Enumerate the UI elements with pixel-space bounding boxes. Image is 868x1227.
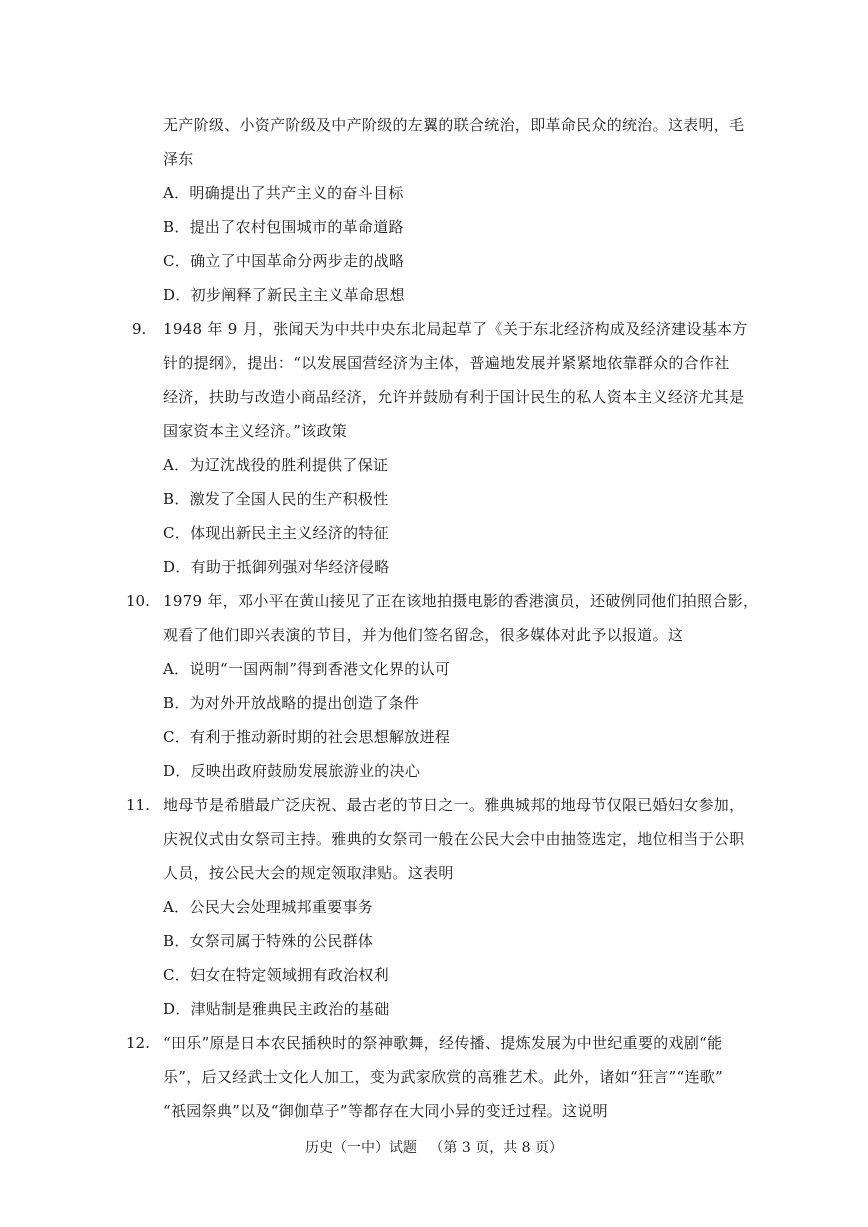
question-9-option-a: A．为辽沈战役的胜利提供了保证 (163, 456, 389, 474)
question-8-stem-line-2: 泽东 (163, 150, 194, 168)
question-10-option-c: C．有利于推动新时期的社会思想解放进程 (163, 728, 451, 746)
question-11-stem-line-2: 庆祝仪式由女祭司主持。雅典的女祭司一般在公民大会中由抽签选定，地位相当于公职 (163, 830, 745, 848)
question-10-option-a: A．说明“一国两制”得到香港文化界的认可 (163, 660, 451, 678)
question-8-option-b: B．提出了农村包围城市的革命道路 (163, 218, 404, 236)
question-11-option-c: C．妇女在特定领域拥有政治权利 (163, 966, 389, 984)
question-11-number: 11. (126, 796, 150, 814)
footer-page-info: （第 3 页，共 8 页） (429, 1140, 564, 1156)
question-12-stem-line-2: 乐”，后又经武士文化人加工，变为武家欣赏的高雅艺术。此外，诸如“狂言”“连歌” (163, 1068, 724, 1086)
question-11-option-b: B．女祭司属于特殊的公民群体 (163, 932, 374, 950)
question-9-stem-line-2: 针的提纲》，提出：“以发展国营经济为主体，普遍地发展并紧紧地依靠群众的合作社 (163, 354, 730, 372)
question-8-option-d: D．初步阐释了新民主主义革命思想 (163, 286, 405, 304)
question-10-option-d: D．反映出政府鼓励发展旅游业的决心 (163, 762, 421, 780)
question-8-option-c: C．确立了中国革命分两步走的战略 (163, 252, 405, 270)
question-9-stem-line-1: 1948 年 9 月，张闻天为中共中央东北局起草了《关于东北经济构成及经济建设基本方 (163, 320, 748, 338)
page-footer (0, 1138, 868, 1158)
question-9-option-d: D．有助于抵御列强对华经济侵略 (163, 558, 390, 576)
question-12-stem-line-1: “田乐”原是日本农民插秧时的祭神歌舞，经传播、提炼发展为中世纪重要的戏剧“能 (163, 1034, 723, 1052)
question-8-option-a: A．明确提出了共产主义的奋斗目标 (163, 184, 404, 202)
question-12-number: 12. (126, 1034, 150, 1052)
question-10-stem-line-2: 观看了他们即兴表演的节目，并为他们签名留念，很多媒体对此予以报道。这 (163, 626, 684, 644)
question-9-stem-line-3: 经济，扶助与改造小商品经济，允许并鼓励有利于国计民生的私人资本主义经济尤其是 (163, 388, 745, 406)
question-12-stem-line-3: “祇园祭典”以及“御伽草子”等都存在大同小异的变迁过程。这说明 (163, 1102, 608, 1120)
question-9-option-b: B．激发了全国人民的生产积极性 (163, 490, 389, 508)
question-8-stem-line-1: 无产阶级、小资产阶级及中产阶级的左翼的联合统治，即革命民众的统治。这表明，毛 (163, 116, 745, 134)
question-10-option-b: B．为对外开放战略的提出创造了条件 (163, 694, 420, 712)
question-9-number: 9. (132, 320, 147, 338)
footer-subject: 历史（一中）试题 (304, 1140, 417, 1156)
question-11-stem-line-1: 地母节是希腊最广泛庆祝、最古老的节日之一。雅典城邦的地母节仅限已婚妇女参加， (163, 796, 745, 814)
question-11-option-a: A．公民大会处理城邦重要事务 (163, 898, 374, 916)
question-9-stem-line-4: 国家资本主义经济。”该政策 (163, 422, 348, 440)
question-11-option-d: D．津贴制是雅典民主政治的基础 (163, 1000, 390, 1018)
question-9-option-c: C．体现出新民主主义经济的特征 (163, 524, 389, 542)
question-11-stem-line-3: 人员，按公民大会的规定领取津贴。这表明 (163, 864, 454, 882)
question-10-number: 10. (126, 592, 150, 610)
question-10-stem-line-1: 1979 年，邓小平在黄山接见了正在该地拍摄电影的香港演员，还破例同他们拍照合影， (163, 592, 759, 610)
